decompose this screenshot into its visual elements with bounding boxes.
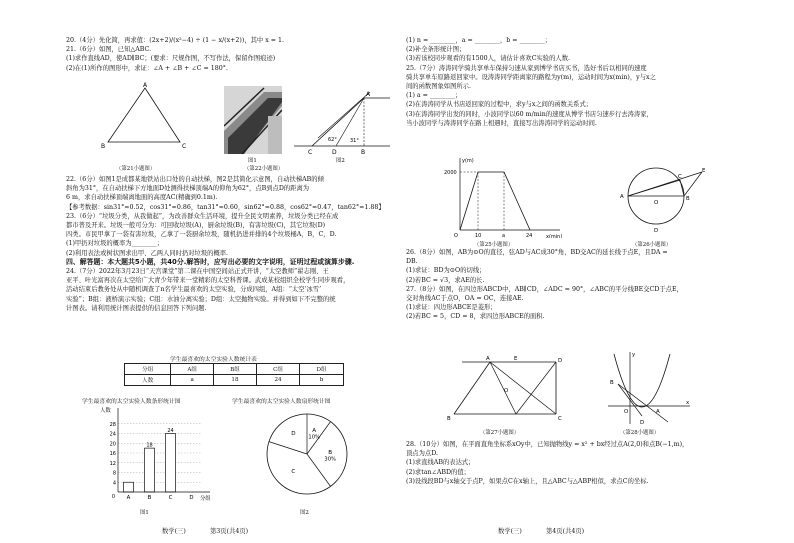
question-21: 21.（6分）如图，已知△ABC. <box>66 46 152 54</box>
table-cell: b <box>300 375 344 386</box>
table-cell: 18 <box>214 375 257 386</box>
q23-line: 23.（6分）“垃圾分类，从我做起”，为改善群众生活环境，提升全民文明素养，垃圾分类已经在成 <box>66 212 339 220</box>
q26-line: (2)若BC = √3，求AE的长. <box>406 276 485 284</box>
q28-block <box>406 440 736 486</box>
footer-left-page: 第3页(共4页) <box>210 528 249 535</box>
q28-d-label: D <box>640 420 645 426</box>
angle-62-label: 62° <box>328 137 337 143</box>
q28-line: 28.（10分）如图，在平面直角坐标系xOy中，已知抛物线y = x² + bx经过点A(2,0)和点B(−1,m)， <box>406 441 689 448</box>
q25-line: 间的函数图象如图所示. <box>406 83 471 91</box>
q26-q27-block <box>406 248 736 322</box>
q24-part2: (2)补全条形统计图； <box>406 46 466 54</box>
bar-y-tick-label: 24 <box>109 431 116 438</box>
footer-left-subject: 数学(三) <box>162 528 186 535</box>
q24-line: 计图表。请利用统计图表提供的信息回答下列问题. <box>66 304 207 312</box>
caption-fig1: 图1 <box>248 158 257 164</box>
bar-category-label: C <box>168 495 173 501</box>
q26-line: 26.（8分）如图，AB为⊙O的直径，弦AD与AC成30°角，BD交AC的延长线于点E，且DA = <box>406 249 668 256</box>
angle-31-label: 31° <box>350 138 359 144</box>
q28-line: (1)求直线AB的表达式； <box>406 459 475 467</box>
q24-line: 亚平、叶光富再次在太空给广大青少年带来一堂精彩的太空科普课。武成某校组织全校学生同步观看， <box>66 277 350 285</box>
q25-part3-cont: 当小波同学与涛涛同学在路上相遇时，直接写出涛涛同学的运动时间. <box>406 119 597 127</box>
footer-right-subject: 数学(三) <box>498 528 522 535</box>
pie-chart <box>262 408 352 500</box>
q26-d-label: D <box>654 228 659 234</box>
pie-slice-label: D <box>291 431 296 438</box>
left-column <box>66 36 392 73</box>
question-21-part2: (2)在(1)所作的图形中，求证：∠A + ∠B + ∠C = 180°. <box>66 64 228 72</box>
q22-q23-block <box>66 175 392 313</box>
q25-10-label: 10 <box>475 233 482 238</box>
q26-o-label: O <box>654 200 659 206</box>
q25-line: 25.（7分）涛涛同学骑共享单车保持匀速从家到博学书店买书，选好书后以相同的速度 <box>406 64 647 72</box>
bar-y-tick-label: 12 <box>109 460 116 467</box>
table-cell: 人数 <box>125 375 171 386</box>
fig22-d-label: D <box>332 149 337 156</box>
table-title: 学生最喜欢的太空实验人数统计表 <box>170 357 257 363</box>
caption-bar-fig: 图1 <box>140 510 149 516</box>
q24-part3: (3)若该校同步观看的有1500人，请估计喜欢C实验的人数. <box>406 55 570 63</box>
bar-x-axis-label: 分组 <box>200 496 211 502</box>
q27-quadrilateral-figure <box>444 352 572 424</box>
caption-q27: （第27小题图） <box>480 430 520 436</box>
q27-o-label: O <box>504 388 509 394</box>
escalator-photo <box>224 86 282 154</box>
question-20: 20.（4分）先化简，再求值：(2x+2)/(x²−4) ÷ (1 − x/(x+2))，其中 x = 1. <box>66 37 285 44</box>
bar-A <box>124 482 134 492</box>
bar-value-label: 24 <box>167 428 174 434</box>
table-cell: a <box>171 375 214 386</box>
caption-q21: （第21小题图） <box>116 166 156 172</box>
q25-x-label: x(min) <box>546 234 563 238</box>
q28-line: (3)设线段BD与x轴交于点P，如果点C在x轴上，且△ABC与△ABP相似，求点C的坐标. <box>406 477 649 485</box>
fig22-b-label: B <box>361 149 366 156</box>
q24-part1: (1) n = ________，a = ________，b = ________； <box>406 37 552 44</box>
q23-line: (2)利用表法或树状图求出甲、乙两人同时扔对垃圾的概率. <box>66 249 229 257</box>
table-cell: 分组 <box>125 364 171 375</box>
table-cell: C组 <box>256 364 299 375</box>
q25-2000-label: 2000 <box>444 170 457 176</box>
q28-b-label: B <box>610 380 614 386</box>
fig22-c-label: C <box>308 149 313 156</box>
q25-y-label: y(m) <box>462 158 474 164</box>
pie-percent-label: 10% <box>308 434 320 441</box>
pie-slice-label: C <box>291 468 296 475</box>
caption-q28: （第28小题图） <box>620 430 660 436</box>
bar-y-tick-label: 4 <box>112 480 116 487</box>
bar-C <box>166 434 176 493</box>
section-4-heading: 四、解答题：本大题共5小题，共40分.解答时，应写出必要的文字说明，证明过程或演算步骤. <box>66 257 355 266</box>
caption-fig2: 图2 <box>336 158 345 164</box>
q27-c-label: C <box>558 416 562 422</box>
table-row <box>125 375 344 386</box>
stats-table <box>124 363 344 386</box>
q26-circle-figure <box>616 150 708 238</box>
q25-a-label: a <box>502 233 506 238</box>
q22-line: 6 m，求自动扶梯顶端离地面的高度AC(精确到0.1m). <box>66 194 218 202</box>
table-cell: A组 <box>171 364 214 375</box>
q27-line: (1)求证：四边形ABCE是菱形； <box>406 304 497 312</box>
q24-line: 实验”；B组：液桥演示实验；C组：水油分离实验；D组：太空抛物实验。并得到如下不完整的统 <box>66 295 336 303</box>
q27-line: 交对角线AC于点O，OA = OC，连接AE. <box>406 295 524 303</box>
caption-q25: （第25小题图） <box>474 242 514 248</box>
q27-e-label: E <box>514 356 518 362</box>
table-header-row <box>125 364 344 375</box>
table-cell: B组 <box>214 364 257 375</box>
caption-q22: （第22小题图） <box>244 166 284 172</box>
q23-line: (1)甲扔对垃圾的概率为________； <box>66 240 164 248</box>
q25-origin-label: O <box>454 233 458 238</box>
caption-pie-fig: 图2 <box>300 510 309 516</box>
bar-y-tick-label: 20 <box>109 441 116 448</box>
q26-line: (1)求证：BD为⊙O的切线； <box>406 267 486 275</box>
caption-q26: （第26小题图） <box>632 242 672 248</box>
q26-a-label: A <box>620 194 624 200</box>
bar-chart-title: 学生最喜欢的太空实验人数条形统计图 <box>82 399 181 405</box>
bar-origin-label: 0 <box>111 494 115 500</box>
q22-line: 斜角为31°，在自动扶梯下方地面D处测得扶梯顶端A的仰角为62°，点B到点D的距离为 <box>66 185 310 193</box>
table-cell: D组 <box>300 364 344 375</box>
q27-d-label: D <box>558 358 563 364</box>
bar-B <box>145 448 155 492</box>
q27-line: 27.（8分）如图，在四边形ABCD中，AB∥CD，∠ADC = 90°，∠ABC的平分线BE交CD于点E， <box>406 285 683 293</box>
vertex-a-label: A <box>143 82 148 89</box>
bar-value-label: 18 <box>146 442 153 449</box>
bar-y-tick-label: 8 <box>112 470 116 477</box>
q25-part2: (2)在涛涛同学从书店返回家的过程中，求y与x之间的函数关系式； <box>406 101 593 109</box>
right-column <box>406 36 736 128</box>
q24-line: 24.（7分）2022年3月23日“天宫课堂”第二课在中国空间站正式开讲，“太空教师”翟志刚、王 <box>66 268 329 276</box>
q27-line: (2)若BC = 5，CD = 8，求四边形ABCE的面积. <box>406 313 545 321</box>
q26-line: DB. <box>406 258 418 266</box>
q28-origin-label: O <box>624 409 629 415</box>
bar-category-label: D <box>189 495 194 501</box>
q28-parabola-figure <box>604 350 694 428</box>
bar-category-label: A <box>126 495 131 501</box>
q23-line: 四类。市民甲拿了一袋有害垃圾，乙拿了一袋厨余垃圾，随机扔进并排的4个垃圾桶A，B，C，D. <box>66 231 337 239</box>
pie-slice-label: A <box>312 427 317 434</box>
q25-part1: (1) a = ________； <box>406 92 462 100</box>
vertex-c-label: C <box>182 143 187 150</box>
q28-y-label: y <box>632 352 636 358</box>
q25-distance-time-graph <box>438 154 566 238</box>
q23-line: 都市普及开来。垃圾一般可分为：可回收垃圾(A)，厨余垃圾(B)，有害垃圾(C)，其它垃圾(D) <box>66 222 326 230</box>
escalator-diagram <box>292 84 392 156</box>
pie-chart-title: 学生最喜欢的太空实验人数扇形统计图 <box>232 399 331 405</box>
table-cell: 24 <box>256 375 299 386</box>
q25-part3: (3)在涛涛同学出发的同时，小波同学以60 m/min的速度从博学书店匀速步行去涛涛家， <box>406 110 653 118</box>
bar-y-axis-label: 人数 <box>100 408 111 414</box>
pie-slice-label: B <box>328 450 333 456</box>
q24-line: 活动结束后教务处从中随机调查了n名学生最喜欢的太空实验，分成四组，A组：“太空‘冰雪’ <box>66 286 322 294</box>
vertex-b-label: B <box>101 143 106 150</box>
q22-reference: 【参考数据：sin31°≈0.52，cos31°≈0.86，tan31°≈0.60，sin62°≈0.88，cos62°≈0.47，tan62°≈1.88】 <box>66 203 385 211</box>
q25-line: 骑共享单车原路返回家中。设涛涛同学距离家的路程为y(m)，运动时间为x(min)，y与x之 <box>406 73 656 81</box>
question-21-part1: (1)求作直线AD，使AD∥BC；(要求：尺规作图，不写作法，保留作图痕迹) <box>66 55 276 63</box>
q27-b-label: B <box>447 416 451 422</box>
q22-line: 22.（6分）如图1是成都某地铁站出口处的自动扶梯，图2是其简化示意图，自动扶梯AB的倾 <box>66 176 324 183</box>
bar-chart <box>96 404 226 508</box>
q26-e-label: E <box>702 168 706 174</box>
bar-y-tick-label: 28 <box>109 421 116 428</box>
q26-b-label: B <box>686 196 690 202</box>
bar-category-label: B <box>147 495 152 501</box>
fig22-a-label: A <box>366 91 371 98</box>
q28-x-label: x <box>686 400 690 406</box>
triangle-abc-figure <box>100 82 190 154</box>
q28-a-label: A <box>656 409 660 415</box>
bar-y-tick-label: 16 <box>109 451 116 457</box>
q25-24-label: 24 <box>526 233 533 238</box>
footer-right-page: 第4页(共4页) <box>546 528 585 535</box>
q26-c-label: C <box>678 174 682 180</box>
q27-a-label: A <box>486 356 490 362</box>
q28-line: (2)求tan∠ABD的值； <box>406 468 470 476</box>
q28-line: 顶点为点D. <box>406 450 439 458</box>
pie-percent-label: 30% <box>324 456 336 463</box>
